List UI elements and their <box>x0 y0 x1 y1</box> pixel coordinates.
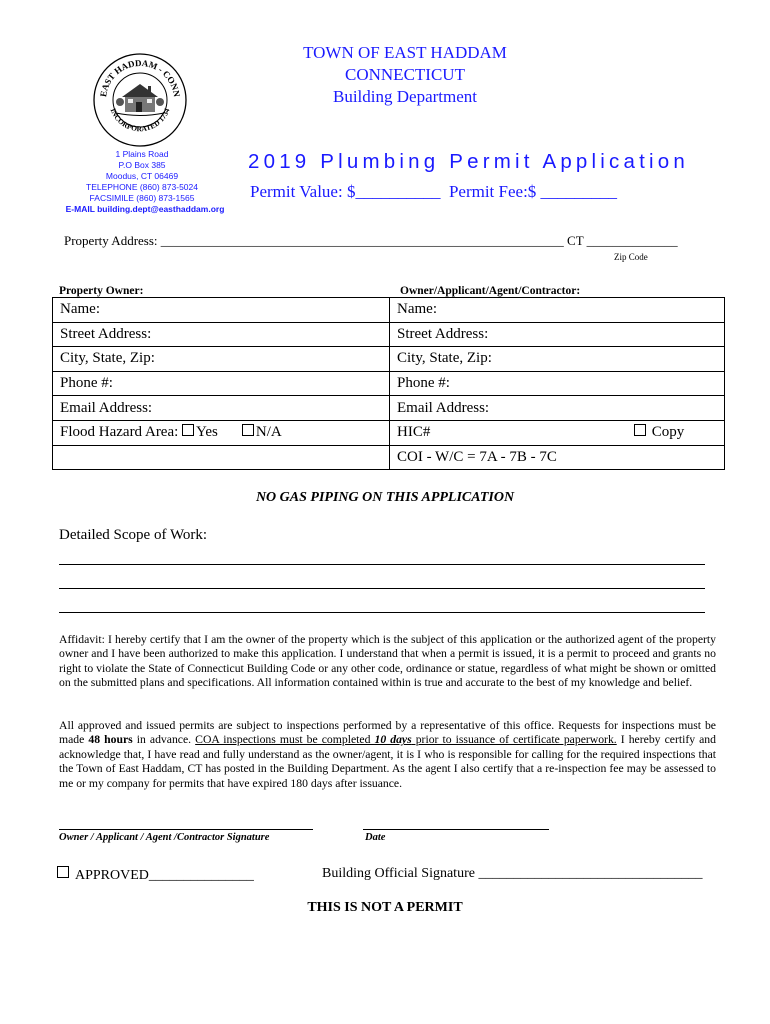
seal-top-text: EAST HADDAM - CONN <box>98 57 182 98</box>
contact-telephone: TELEPHONE (860) 873-5024 <box>86 182 198 192</box>
approved-row <box>57 866 254 884</box>
table-row <box>53 322 725 347</box>
table-row <box>53 347 725 372</box>
town-name: TOWN OF EAST HADDAM <box>303 43 507 62</box>
flood-na-checkbox[interactable] <box>242 424 254 436</box>
owner-name-field[interactable]: Name: <box>53 298 390 323</box>
permit-fee[interactable]: Permit Fee:$ _________ <box>448 182 618 201</box>
table-row <box>53 420 725 445</box>
seal-house-icon <box>116 84 164 116</box>
date-line[interactable] <box>363 829 549 830</box>
inspections-text <box>59 719 716 791</box>
town-seal <box>92 52 188 148</box>
agent-name-field[interactable]: Name: <box>390 298 725 323</box>
contact-email: E-MAIL building.dept@easthaddam.org <box>65 204 225 214</box>
agent-header: Owner/Applicant/Agent/Contractor: <box>400 285 581 297</box>
scope-line-2[interactable] <box>59 588 705 589</box>
property-address-row <box>64 233 678 249</box>
approved-checkbox[interactable] <box>57 866 69 878</box>
inspections-part3: I hereby certify and acknowledge that, I have read and fully understand as the owner/agent, it is I who is responsible for calling for the required inspections that the Town of East Haddam, CT has posted in the Building Department. As the agent I also certify that a re-inspection fee may be assessed to me or my company for permits that have expired 180 days after issuance. <box>59 733 716 790</box>
contact-address2: P.O Box 385 <box>118 160 166 170</box>
table-row <box>53 298 725 323</box>
agent-phone-field[interactable]: Phone #: <box>390 371 725 396</box>
seal-graphic <box>92 52 188 148</box>
flood-na-label: N/A <box>255 424 282 441</box>
empty-cell <box>53 445 390 470</box>
permit-value-fee <box>250 182 617 202</box>
coi-wc-field[interactable]: COI - W/C = 7A - 7B - 7C <box>390 445 725 470</box>
table-row <box>53 445 725 470</box>
hic-label: HIC# <box>397 424 431 441</box>
flood-yes-checkbox[interactable] <box>182 424 194 436</box>
state-name: CONNECTICUT <box>345 65 465 84</box>
scope-line-3[interactable] <box>59 612 705 613</box>
hic-cell[interactable] <box>390 420 725 445</box>
table-row <box>53 371 725 396</box>
inspections-hours: 48 hours <box>88 733 133 747</box>
contact-address1: 1 Plains Road <box>115 149 169 159</box>
scope-line-1[interactable] <box>59 564 705 565</box>
department-name: Building Department <box>332 87 477 106</box>
coa-days: 10 days <box>374 733 412 747</box>
property-owner-header: Property Owner: <box>59 285 144 297</box>
no-gas-notice: NO GAS PIPING ON THIS APPLICATION <box>255 490 515 505</box>
table-row <box>53 396 725 421</box>
owner-email-field[interactable]: Email Address: <box>53 396 390 421</box>
not-permit-notice: THIS IS NOT A PERMIT <box>307 900 463 915</box>
permit-value[interactable]: Permit Value: $__________ <box>250 182 441 201</box>
applicant-info-table <box>52 297 725 470</box>
agent-street-field[interactable]: Street Address: <box>390 322 725 347</box>
flood-hazard-cell <box>53 420 390 445</box>
contact-address3: Moodus, CT 06469 <box>105 171 179 181</box>
signature-label: Owner / Applicant / Agent /Contractor Signature <box>59 832 270 843</box>
scope-label: Detailed Scope of Work: <box>59 527 208 543</box>
zip-code-label: Zip Code <box>614 252 648 262</box>
approved-label: APPROVED_______________ <box>75 868 254 883</box>
contact-facsimile: FACSIMILE (860) 873-1565 <box>89 193 195 203</box>
flood-yes-label: Yes <box>196 424 218 441</box>
flood-hazard-label: Flood Hazard Area: <box>60 424 183 441</box>
ct-zip-field[interactable]: ______________ <box>586 233 678 248</box>
seal-bottom-text: INCORPORATED 1734 <box>108 106 172 134</box>
affidavit-text: Affidavit: I hereby certify that I am the owner of the property which is the subject of this application or the authorized agent of the property owner and I have been authorized to make this application. I understand that when a permit is issued, it is a permit to proceed and grants no right to violate the State of Connecticut Building Code or any other code, ordinance or statue, regardless of what might be shown or omitted on the submitted plans and specifications. All information contained within is true and accurate to the best of my knowledge and belief. <box>59 633 716 690</box>
building-official-signature[interactable]: Building Official Signature ________________________________ <box>322 866 703 881</box>
inspections-part1: All approved and issued permits are subject to inspections performed by a representative of this office. Requests for inspections must be made <box>59 719 716 747</box>
coa-prior: prior to issuance of certificate paperwork. <box>411 733 617 747</box>
property-address-label: Property Address: <box>64 233 161 248</box>
copy-checkbox[interactable] <box>634 424 646 436</box>
agent-email-field[interactable]: Email Address: <box>390 396 725 421</box>
copy-option <box>634 424 684 441</box>
form-title: 2019 Plumbing Permit Application <box>248 150 689 173</box>
date-label: Date <box>365 832 386 843</box>
property-address-field[interactable]: ______________________________________________________________ <box>160 233 564 248</box>
owner-city-field[interactable]: City, State, Zip: <box>53 347 390 372</box>
copy-label: Copy <box>651 423 685 440</box>
signature-line[interactable] <box>59 829 313 830</box>
coa-text: COA inspections must be completed <box>195 733 375 747</box>
owner-phone-field[interactable]: Phone #: <box>53 371 390 396</box>
owner-street-field[interactable]: Street Address: <box>53 322 390 347</box>
inspections-part2: in advance. <box>132 733 196 747</box>
agent-city-field[interactable]: City, State, Zip: <box>390 347 725 372</box>
ct-label: CT <box>563 233 587 248</box>
